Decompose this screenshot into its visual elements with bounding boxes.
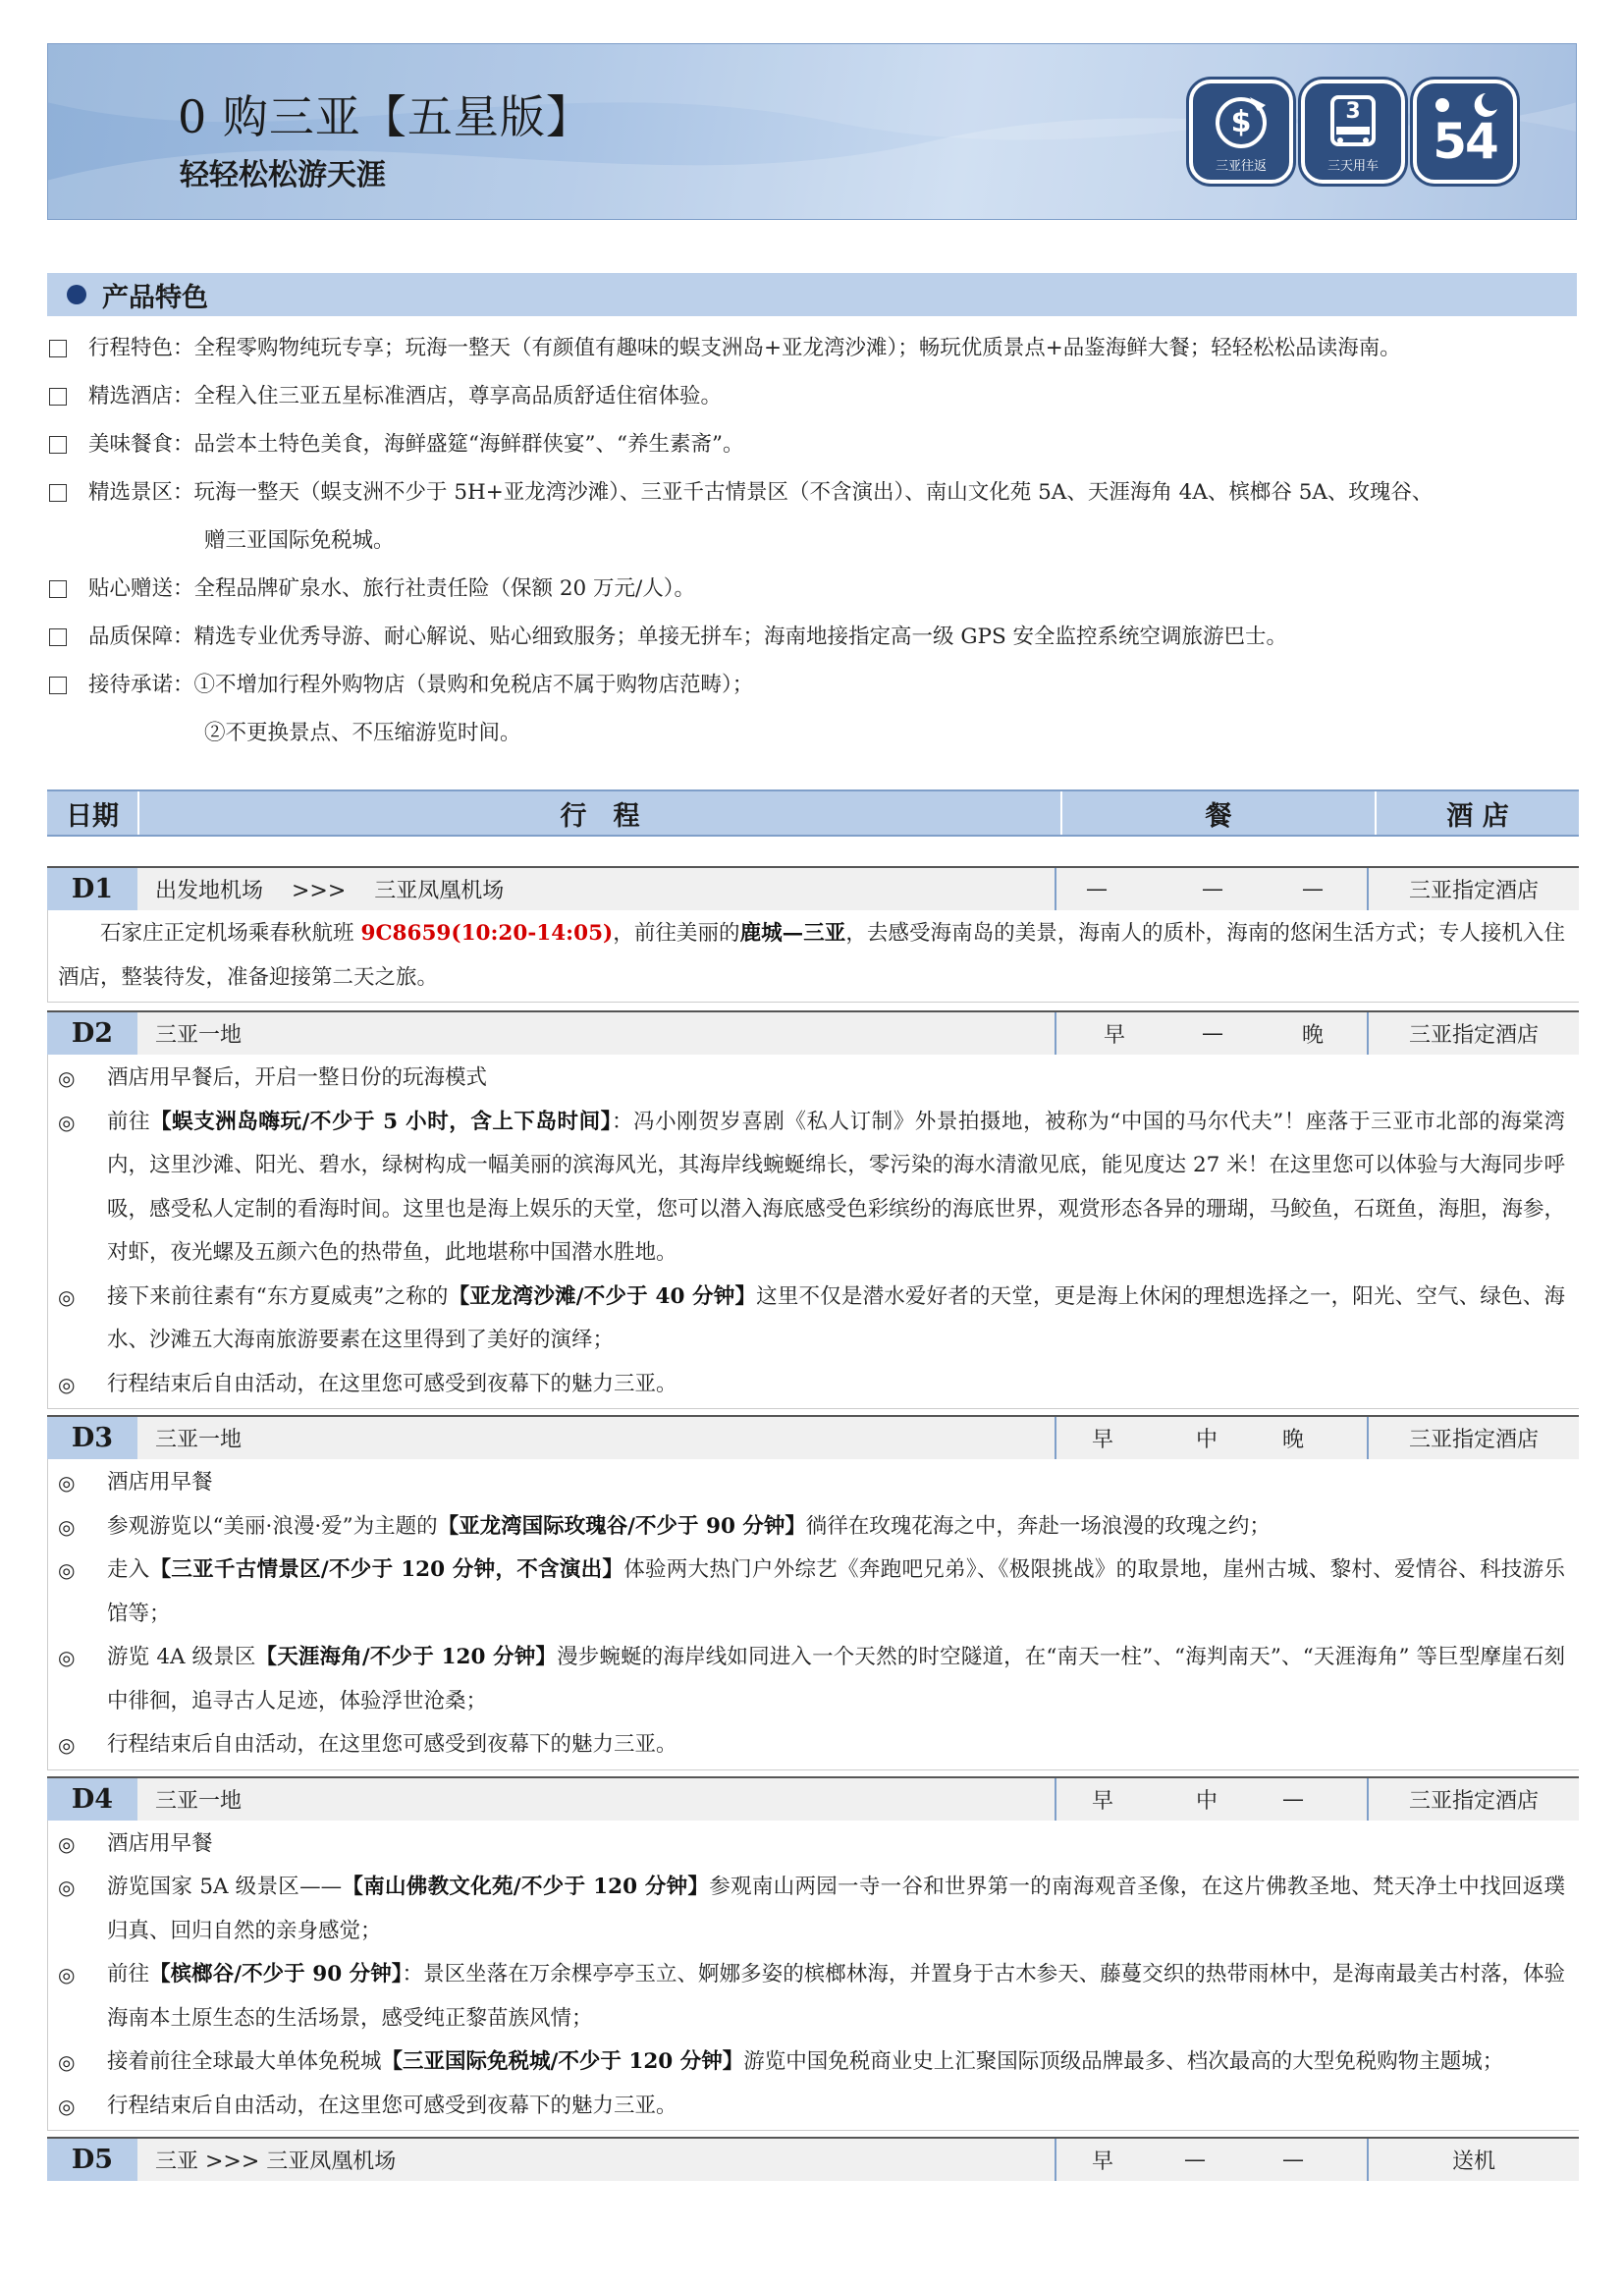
- meal-breakfast: —: [1086, 877, 1108, 901]
- feature-label: 贴心赠送：: [88, 576, 194, 601]
- checkbox-icon: [49, 580, 67, 598]
- checkbox-icon: [49, 436, 67, 454]
- feature-text: 玩海一整天（蜈支洲不少于 5H+亚龙湾沙滩）、三亚千古情景区（不含演出）、南山文化苑 5A、天涯海角 4A、槟榔谷 5A、玫瑰谷、: [193, 480, 1434, 505]
- header-route: 行 程: [137, 791, 1060, 835]
- attraction-name: 【槟榔谷/不少于 90 分钟】: [149, 1962, 403, 1986]
- day-hotel: 三亚指定酒店: [1369, 868, 1579, 910]
- badge-group: [1189, 80, 1517, 184]
- meal-breakfast: 早: [1092, 1788, 1114, 1814]
- feature-label: 接待承诺：: [88, 673, 194, 697]
- list-item: [58, 1276, 1565, 1363]
- list-item: [58, 1461, 1565, 1505]
- bullet-circle-icon: ◎: [58, 2050, 76, 2074]
- attraction-name: 【亚龙湾国际玫瑰谷/不少于 90 分钟】: [437, 1513, 806, 1539]
- feature-item: [49, 565, 1581, 613]
- text-segment: 这里不仅是潜水爱好者的天堂，更是海上休闲的理想选择之一，阳光、空气、绿色、海水、沙滩五大海南旅游要素在这里得到了美好的演绎；: [107, 1283, 1565, 1352]
- sun-moon-icon: [1413, 80, 1517, 184]
- text-segment: 前往: [107, 1962, 150, 1986]
- list-item: [58, 1723, 1565, 1768]
- feature-label: 美味餐食：: [88, 432, 194, 457]
- feature-item: [49, 661, 1581, 709]
- itinerary-table: [47, 789, 1579, 2181]
- text-segment: 石家庄正定机场乘春秋航班: [100, 921, 361, 946]
- meal-lunch: —: [1202, 1021, 1223, 1046]
- feature-text: 精选专业优秀导游、耐心解说、贴心细致服务；单接无拼车；海南地接指定高一级 GPS 安全监控系统空调旅游巴士。: [193, 625, 1288, 649]
- attraction-name: 【南山佛教文化苑/不少于 120 分钟】: [342, 1875, 710, 1899]
- day-number: D2: [47, 1012, 137, 1055]
- feature-text: 全程入住三亚五星标准酒店，尊享高品质舒适住宿体验。: [193, 384, 723, 408]
- day-route: 出发地机场 >>> 三亚凤凰机场: [137, 868, 1056, 910]
- text-segment: 游览国家 5A 级景区——: [107, 1875, 343, 1899]
- bullet-circle-icon: ◎: [58, 2094, 76, 2118]
- day-row-d1: [47, 866, 1579, 910]
- feature-text: ①不增加行程外购物店（景购和免税店不属于购物店范畴）；: [193, 673, 754, 697]
- text-segment: 游览中国免税商业史上汇聚国际顶级品牌最多、档次最高的大型免税购物主题城；: [743, 2049, 1504, 2074]
- list-item: [58, 1057, 1565, 1101]
- attraction-name: 【三亚国际免税城/不少于 120 分钟】: [381, 2049, 744, 2074]
- badge-caption: 三亚往返: [1215, 159, 1267, 174]
- feature-text: 全程品牌矿泉水、旅行社责任险（保额 20 万元/人）。: [193, 576, 696, 601]
- bullet-dot-icon: [67, 285, 86, 304]
- feature-text: 全程零购物纯玩专享；玩海一整天（有颜值有趣味的蜈支洲岛+亚龙湾沙滩）；畅玩优质景点+品鉴海鲜大餐；轻轻松松品读海南。: [193, 336, 1401, 360]
- list-item: [58, 1866, 1565, 1953]
- bullet-circle-icon: ◎: [58, 1471, 76, 1495]
- meal-dinner: —: [1302, 877, 1324, 901]
- text-segment: 酒店用早餐: [107, 1830, 213, 1856]
- bullet-circle-icon: ◎: [58, 1876, 76, 1899]
- header-banner: [47, 43, 1577, 220]
- bullet-circle-icon: ◎: [58, 1831, 76, 1856]
- text-segment: ，前往美丽的: [613, 921, 740, 946]
- list-item: [58, 2040, 1565, 2085]
- text-segment: ：冯小刚贺岁喜剧《私人订制》外景拍摄地，被称为“中国的马尔代夫”！座落于三亚市北部的海棠湾内，这里沙滩、阳光、碧水，绿树构成一幅美丽的滨海风光，其海岸线蜿蜒绵长，零污染的海水清澈见底，能见度达 27 米！在这里您可以体验与大海同步呼吸，感受私人定制的看海时间。这里也是海上娱乐的天堂，您可以潜入海底感受色彩缤纷的海底世界，观赏形态各异的珊瑚，马鲛鱼，石斑鱼，海胆，海参，对虾，夜光螺及五颜六色的热带鱼，此地堪称中国潜水胜地。: [107, 1109, 1565, 1265]
- meal-lunch: —: [1184, 2148, 1206, 2172]
- meal-dinner: —: [1282, 2148, 1304, 2172]
- feature-label: 品质保障：: [88, 625, 194, 649]
- text-segment: 接下来前往素有“东方夏威夷”之称的: [107, 1283, 449, 1309]
- day-hotel: 三亚指定酒店: [1369, 1778, 1579, 1821]
- text-segment: 酒店用早餐后，开启一整日份的玩海模式: [107, 1065, 488, 1090]
- list-item: [58, 1953, 1565, 2040]
- badge-symbol: 3: [1345, 99, 1361, 124]
- bullet-circle-icon: ◎: [58, 1558, 76, 1582]
- badge-symbol: 54: [1433, 113, 1497, 170]
- text-segment: 游览 4A 级景区: [107, 1645, 256, 1669]
- text-segment: 行程结束后自由活动，在这里您可感受到夜幕下的魅力三亚。: [107, 2093, 677, 2118]
- day-route: 三亚一地: [137, 1012, 1056, 1055]
- list-item: [58, 1101, 1565, 1276]
- day-meals: [1056, 2139, 1369, 2181]
- text-segment: ：景区坐落在万余棵亭亭玉立、婀娜多姿的槟榔林海，并置身于古木参天、藤蔓交织的热带雨林中，是海南最美古村落，体验海南本土原生态的生活场景，感受纯正黎苗族风情；: [107, 1962, 1565, 2031]
- day-body-d2: [47, 1055, 1579, 1409]
- bullet-circle-icon: ◎: [58, 1110, 76, 1134]
- day-meals: [1056, 1012, 1369, 1055]
- day-hotel: 三亚指定酒店: [1369, 1417, 1579, 1459]
- highlight-text: 鹿城—三亚: [739, 921, 846, 946]
- day-row-d2: [47, 1010, 1579, 1055]
- day-paragraph: [58, 912, 1565, 1000]
- feature-item: [49, 613, 1581, 661]
- day-meals: [1056, 1778, 1369, 1821]
- text-segment: 行程结束后自由活动，在这里您可感受到夜幕下的魅力三亚。: [107, 1732, 677, 1757]
- bullet-circle-icon: ◎: [58, 1733, 76, 1757]
- features-section-header: [47, 273, 1577, 316]
- list-item: [58, 1823, 1565, 1867]
- day-hotel: 送机: [1369, 2139, 1579, 2181]
- badge-symbol: $: [1230, 105, 1252, 139]
- feature-item: [49, 372, 1581, 420]
- attraction-name: 【天涯海角/不少于 120 分钟】: [255, 1645, 558, 1669]
- day-number: D1: [47, 868, 137, 910]
- day-body-d4: [47, 1821, 1579, 2132]
- bullet-circle-icon: ◎: [58, 1963, 76, 1986]
- feature-item: [49, 420, 1581, 468]
- header-meal: 餐: [1060, 791, 1375, 835]
- checkbox-icon: [49, 677, 67, 694]
- checkbox-icon: [49, 628, 67, 646]
- meal-breakfast: 早: [1092, 2149, 1114, 2174]
- meal-breakfast: 早: [1092, 1428, 1114, 1452]
- meal-lunch: 中: [1196, 1788, 1218, 1814]
- day-number: D3: [47, 1417, 137, 1459]
- bullet-circle-icon: ◎: [58, 1066, 76, 1090]
- feature-label: 精选景区：: [88, 480, 194, 505]
- meal-lunch: —: [1202, 877, 1223, 901]
- day-row-d3: [47, 1415, 1579, 1459]
- bullet-circle-icon: ◎: [58, 1284, 76, 1309]
- bullet-circle-icon: ◎: [58, 1514, 76, 1539]
- text-segment: 酒店用早餐: [107, 1470, 213, 1495]
- features-title: 产品特色: [102, 282, 208, 313]
- meal-lunch: 中: [1196, 1428, 1218, 1452]
- flight-number: 9C8659(10:20-14:05): [360, 921, 614, 946]
- day-route: 三亚一地: [137, 1417, 1056, 1459]
- features-list: [49, 324, 1581, 757]
- day-row-d4: [47, 1776, 1579, 1821]
- day-route: 三亚一地: [137, 1778, 1056, 1821]
- day-route: 三亚 >>> 三亚凤凰机场: [137, 2139, 1056, 2181]
- day-number: D5: [47, 2139, 137, 2181]
- checkbox-icon: [49, 388, 67, 406]
- list-item: [58, 1636, 1565, 1723]
- text-segment: 体验两大热门户外综艺《奔跑吧兄弟》、《极限挑战》的取景地，崖州古城、黎村、爱情谷、科技游乐馆等；: [107, 1557, 1565, 1626]
- meal-breakfast: 早: [1104, 1023, 1126, 1048]
- list-item: [58, 1549, 1565, 1636]
- feature-label: 行程特色：: [88, 336, 194, 360]
- day-body-d3: [47, 1459, 1579, 1770]
- day-number: D4: [47, 1778, 137, 1821]
- itinerary-header-row: [47, 789, 1579, 837]
- attraction-name: 【亚龙湾沙滩/不少于 40 分钟】: [448, 1283, 757, 1309]
- meal-dinner: 晚: [1282, 1428, 1305, 1452]
- text-segment: 行程结束后自由活动，在这里您可感受到夜幕下的魅力三亚。: [107, 1371, 677, 1396]
- day-meals: [1056, 1417, 1369, 1459]
- feature-label: 精选酒店：: [88, 384, 194, 408]
- text-segment: 漫步蜿蜒的海岸线如同进入一个天然的时空隧道，在“南天一柱”、“海判南天”、“天涯海角” 等巨型摩崖石刻中徘徊，追寻古人足迹，体验浮世沧桑；: [107, 1645, 1566, 1714]
- attraction-name: 【三亚千古情景区/不少于 120 分钟，不含演出】: [149, 1557, 624, 1582]
- page-title: 0 购三亚【五星版】: [178, 90, 592, 143]
- feature-continuation: 赠三亚国际免税城。: [204, 528, 395, 553]
- header-hotel: 酒 店: [1375, 791, 1579, 835]
- list-item: [58, 1363, 1565, 1407]
- list-item: [58, 1505, 1565, 1550]
- day-row-d5: [47, 2137, 1579, 2181]
- text-segment: 接着前往全球最大单体免税城: [107, 2049, 382, 2074]
- text-segment: 前往: [107, 1109, 151, 1134]
- feature-item: [49, 324, 1581, 372]
- bullet-circle-icon: ◎: [58, 1646, 76, 1669]
- meal-dinner: 晚: [1302, 1023, 1325, 1048]
- page-subtitle: 轻轻松松游天涯: [180, 158, 386, 192]
- text-segment: 徜徉在玫瑰花海之中，奔赴一场浪漫的玫瑰之约；: [805, 1513, 1271, 1539]
- list-item: [58, 2085, 1565, 2129]
- flight-dollar-icon: [1189, 80, 1293, 184]
- day-hotel: 三亚指定酒店: [1369, 1012, 1579, 1055]
- day-meals: [1056, 868, 1369, 910]
- text-segment: 参观游览以“美丽·浪漫·爱”为主题的: [107, 1513, 438, 1539]
- day-body-d1: [47, 910, 1579, 1003]
- meal-dinner: —: [1282, 1786, 1304, 1812]
- header-date: 日期: [66, 800, 119, 832]
- feature-continuation: ②不更换景点、不压缩游览时间。: [204, 721, 521, 745]
- checkbox-icon: [49, 340, 67, 357]
- text-segment: ，去感受海南岛的美景，海南人的质朴，海南的悠闲生活方式；专人接机入住酒店，整装待发，准备迎接第二天之旅。: [58, 921, 1565, 990]
- badge-caption: 三天用车: [1326, 159, 1379, 174]
- text-segment: 参观南山两园一寺一谷和世界第一的南海观音圣像，在这片佛教圣地、梵天净土中找回返璞归真、回归自然的亲身感觉；: [107, 1875, 1565, 1943]
- text-segment: 走入: [107, 1557, 150, 1582]
- feature-item: [49, 468, 1581, 517]
- bus-icon: [1301, 80, 1405, 184]
- bullet-circle-icon: ◎: [58, 1372, 76, 1396]
- attraction-name: 【蜈支洲岛嗨玩/不少于 5 小时，含上下岛时间】: [150, 1109, 612, 1134]
- feature-text: 品尝本土特色美食，海鲜盛筵“海鲜群侠宴”、“养生素斋”。: [193, 432, 744, 457]
- checkbox-icon: [49, 484, 67, 502]
